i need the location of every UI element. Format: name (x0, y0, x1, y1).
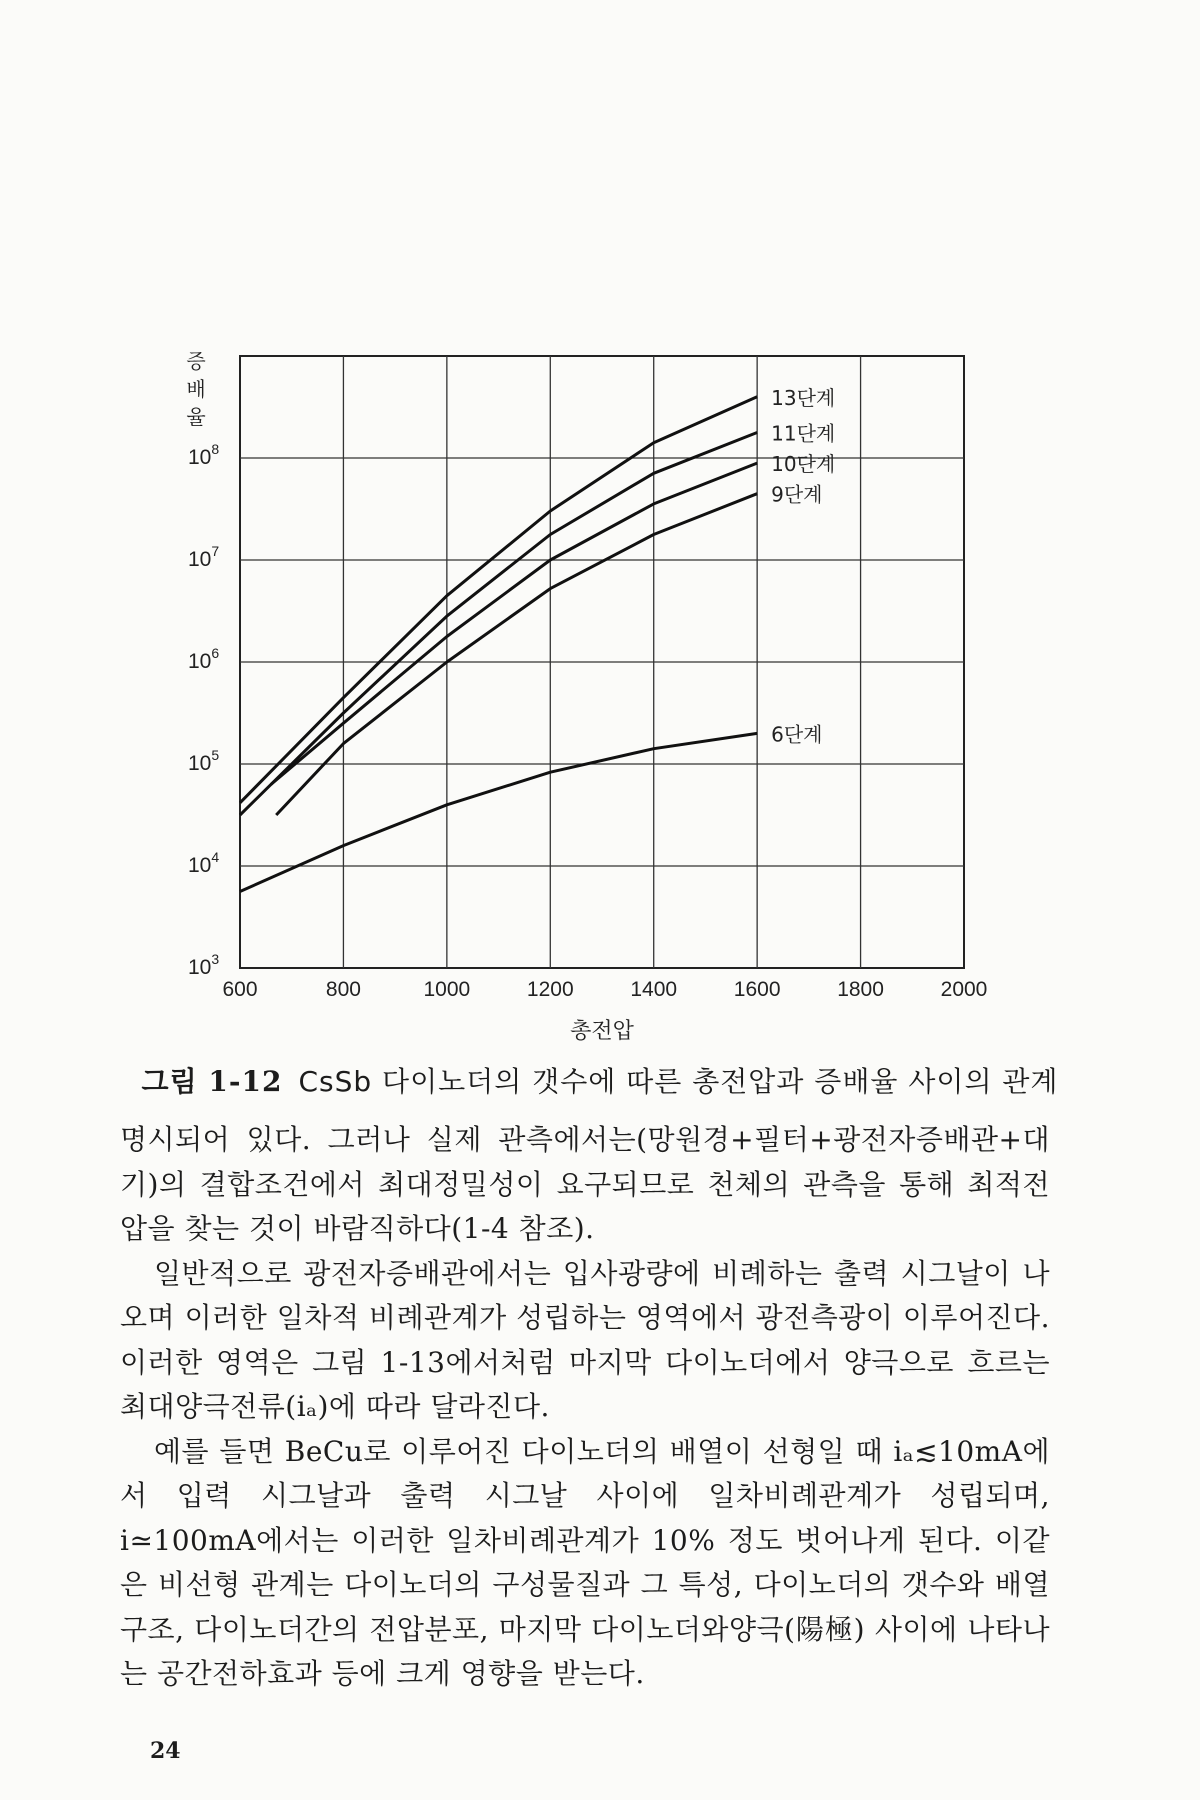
series-label: 9단계 (771, 482, 823, 507)
paragraph-1: 명시되어 있다. 그러나 실제 관측에서는(망원경+필터+광전자증배관+대기)의 결합조건에서 최대정밀성이 요구되므로 천체의 관측을 통해 최적전압을 찾는 것이 바람직하다(1-4 참조). (120, 1123, 1050, 1245)
page-number: 24 (150, 1738, 181, 1764)
x-tick-label: 1000 (423, 978, 471, 1001)
y-tick-label: $10^4$ (188, 849, 220, 877)
series-label: 10단계 (771, 452, 836, 477)
y-axis-label-char: 배 (186, 377, 206, 401)
series-line (240, 733, 757, 891)
x-tick-label: 1400 (630, 978, 678, 1001)
paragraph-3: 예를 들면 BeCu로 이루어진 다이노더의 배열이 선형일 때 iₐ≲10mA에서 입력 시그날과 출력 시그날 사이에 일차비례관계가 성립되며, i≃100mA에서는 이러한 일차비례관계가 10% 정도 벗어나게 된다. 이같은 비선형 관계는 다이노더의 구성물질과 그 특성, 다이노더의 갯수와 배열구조, 다이노더간의 전압분포, 마지막 다이노더와양극(陽極) 사이에 나타나는 공간전하효과 등에 크게 영향을 받는다. (120, 1434, 1050, 1690)
x-tick-label: 1200 (526, 978, 574, 1001)
x-axis-label: 총전압 (570, 1019, 634, 1044)
figure-caption (0, 1060, 1200, 1100)
x-tick-label: 2000 (940, 978, 988, 1001)
series-line (276, 494, 757, 815)
series-label: 6단계 (771, 722, 823, 747)
y-axis-label-char: 증 (186, 349, 206, 373)
caption-number: 그림 1-12 (141, 1065, 283, 1098)
y-tick-label: $10^7$ (188, 543, 220, 571)
x-tick-label: 1600 (733, 978, 781, 1001)
caption-text: CsSb 다이노더의 갯수에 따른 총전압과 증배율 사이의 관계 (298, 1065, 1059, 1098)
x-tick-label: 800 (325, 978, 361, 1001)
y-tick-label: $10^6$ (188, 645, 220, 673)
series-label: 11단계 (771, 421, 836, 446)
x-tick-label: 1800 (837, 978, 884, 1001)
y-tick-label: $10^3$ (188, 951, 220, 979)
series-label: 13단계 (771, 385, 836, 410)
y-axis-label-char: 율 (186, 405, 206, 429)
y-tick-label: $10^8$ (188, 441, 220, 469)
x-tick-label: 600 (222, 978, 258, 1001)
body-text (120, 1118, 1050, 1697)
paragraph-2: 일반적으로 광전자증배관에서는 입사광량에 비례하는 출력 시그날이 나오며 이러한 일차적 비례관계가 성립하는 영역에서 광전측광이 이루어진다. 이러한 영역은 그림 1-13에서처럼 마지막 다이노더에서 양극으로 흐르는 최대양극전류(iₐ)에 따라 달라진다. (120, 1256, 1050, 1423)
y-tick-label: $10^5$ (188, 747, 220, 775)
